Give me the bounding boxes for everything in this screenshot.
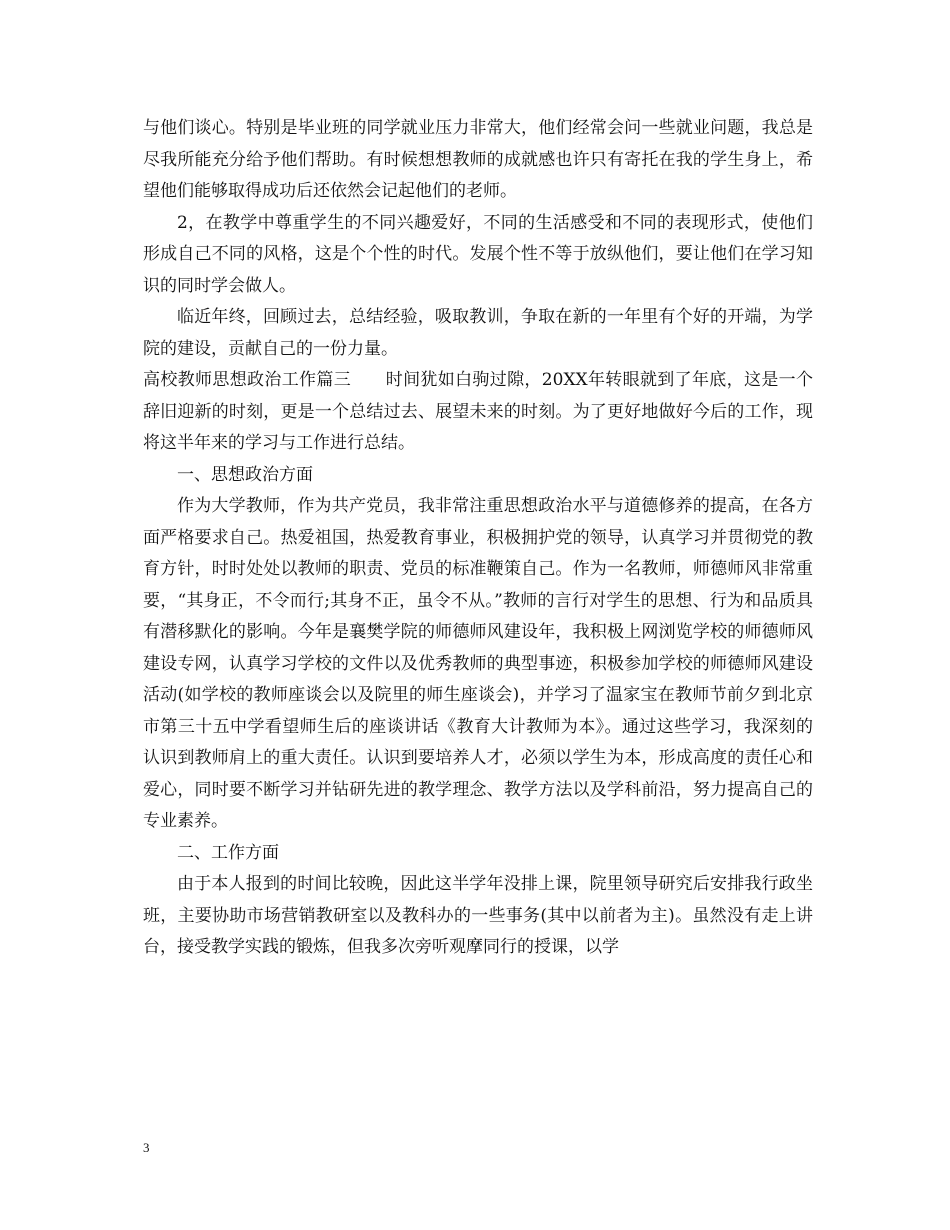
paragraph-1: 与他们谈心。特别是毕业班的同学就业压力非常大，他们经常会问一些就业问题，我总是尽我所能充分给予他们帮助。有时候想想教师的成就感也许只有寄托在我的学生身上，希望他们能够取得成功后还依然会记起他们的老师。 bbox=[143, 118, 813, 201]
paragraph-2: 2，在教学中尊重学生的不同兴趣爱好，不同的生活感受和不同的表现形式，使他们形成自己不同的风格，这是个个性的时代。发展个性不等于放纵他们，要让他们在学习知识的同时学会做人。 bbox=[143, 212, 813, 296]
heading-political: 一、思想政治方面 bbox=[177, 464, 313, 485]
paragraph-3: 临近年终，回顾过去，总结经验，吸取教训，争取在新的一年里有个好的开端，为学院的建设，贡献自己的一份力量。 bbox=[143, 307, 813, 359]
paragraph-work: 由于本人报到的时间比较晚，因此这半学年没排上课，院里领导研究后安排我行政坐班，主要协助市场营销教研室以及教科办的一些事务(其中以前者为主)。虽然没有走上讲台，接受教学实践的锻炼，但我多次旁听观摩同行的授课，以学 bbox=[143, 874, 813, 957]
paragraph-political: 作为大学教师，作为共产党员，我非常注重思想政治水平与道德修养的提高，在各方面严格要求自己。热爱祖国，热爱教育事业，积极拥护党的领导，认真学习并贯彻党的教育方针，时时处处以教师的职责、党员的标准鞭策自己。作为一名教师，师德师风非常重要，“其身正，不令而行;其身不正，虽令不从。”教师的言行对学生的思想、行为和品质具有潜移默化的影响。今年是襄樊学院的师德师风建设年，我积极上网浏览学校的师德师风建设专网，认真学习学校的文件以及优秀教师的典型事迹，积极参加学校的师德师风建设活动(如学校的教师座谈会以及院里的师生座谈会)，并学习了温家宝在教师节前夕到北京市第三十五中学看望师生后的座谈讲话《教育大计教师为本》。通过这些学习，我深刻的认识到教师肩上的重大责任。认识到要培养人才，必须以学生为本，形成高度的责任心和爱心，同时要不断学习并钻研先进的教学理念、教学方法以及学科前沿，努力提高自己的专业素养。 bbox=[143, 496, 813, 831]
paragraph-section-title-3: 高校教师思想政治工作篇三 时间犹如白驹过隙，20XX年转眼就到了年底，这是一个辞旧迎新的时刻，更是一个总结过去、展望未来的时刻。为了更好地做好今后的工作，现将这半年来的学习与工作进行总结。 bbox=[143, 370, 813, 453]
page-number: 3 bbox=[143, 1140, 150, 1155]
document-body bbox=[143, 113, 813, 964]
heading-work: 二、工作方面 bbox=[177, 842, 279, 863]
